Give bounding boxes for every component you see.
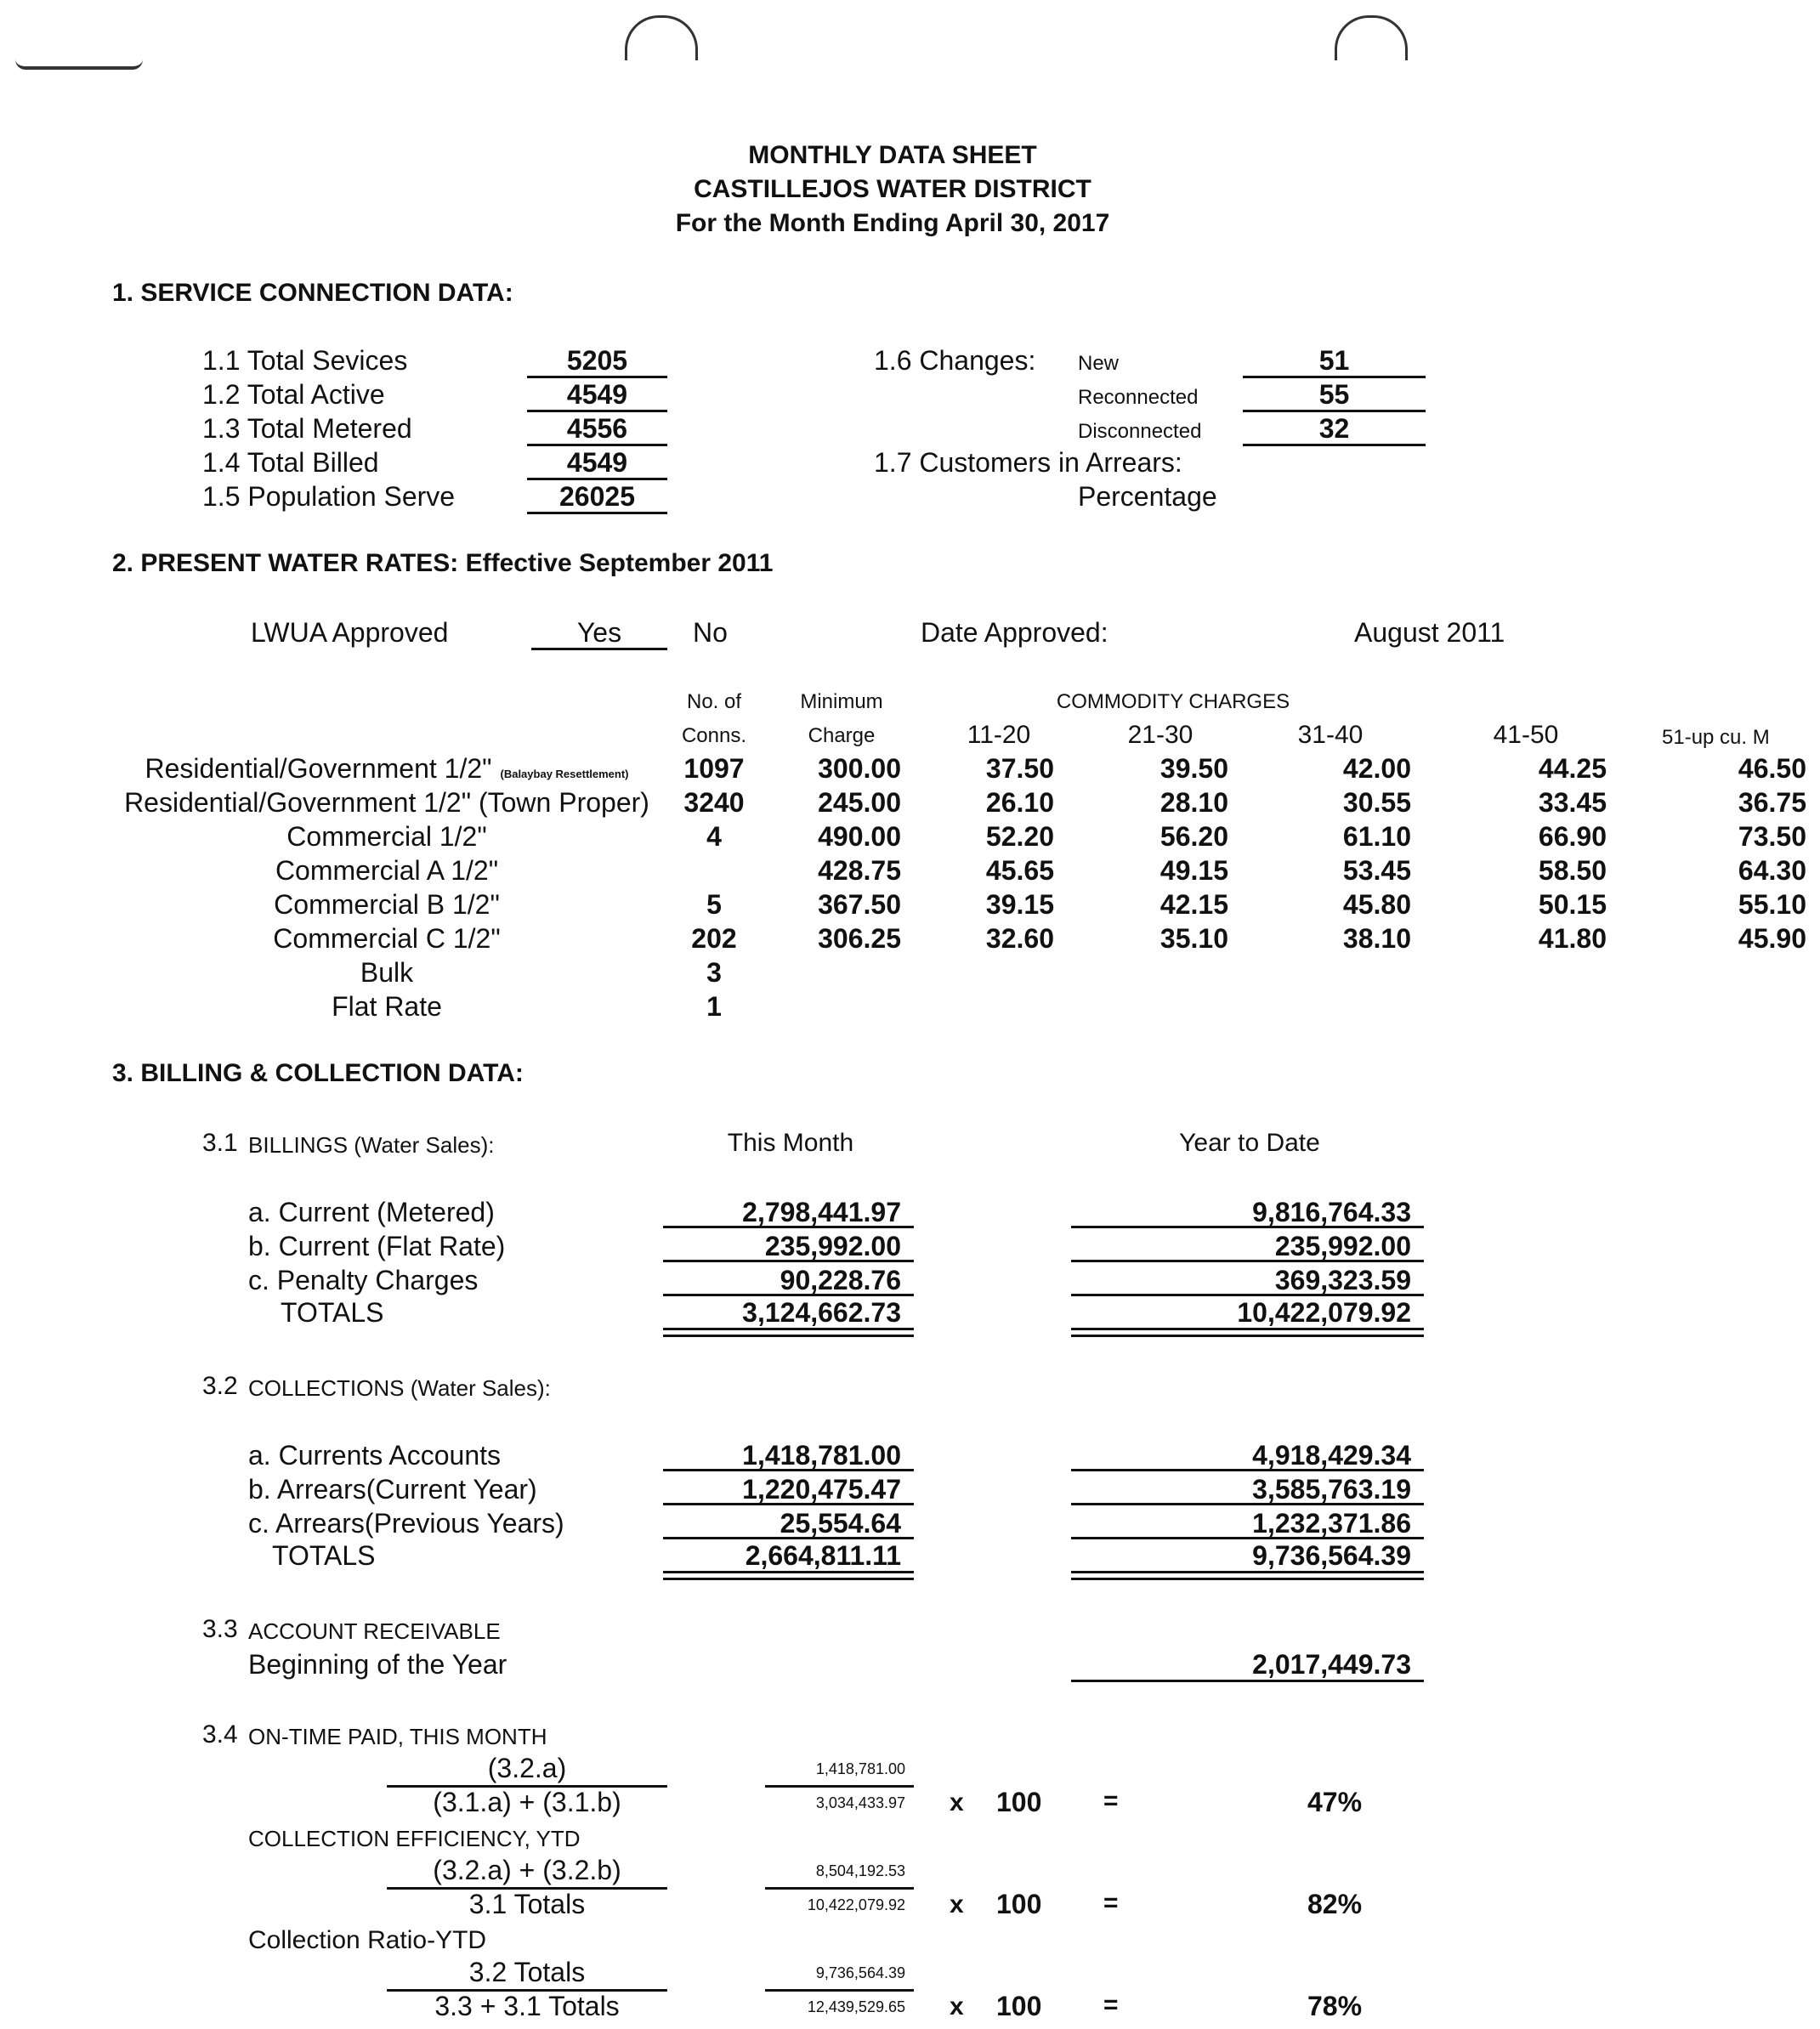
percentage-label: Percentage: [1078, 481, 1217, 512]
rule: [1071, 1260, 1424, 1262]
rate-31-40: 45.80: [1342, 889, 1411, 920]
header-minimum: Charge: [808, 724, 876, 747]
staple-mark: [15, 60, 143, 70]
billings-num: 3.1: [202, 1129, 238, 1157]
rate-41-50: 50.15: [1538, 889, 1607, 920]
rate-51-up: 64.30: [1738, 855, 1806, 886]
section-title: 2. PRESENT WATER RATES: Effective September 2011: [112, 549, 774, 577]
underline: [527, 478, 667, 480]
rate-41-50: 33.45: [1538, 787, 1607, 818]
equals-sign: =: [1103, 1889, 1119, 1917]
rate-41-50: 58.50: [1538, 855, 1607, 886]
punch-hole-left: [625, 15, 698, 60]
hundred: 100: [996, 1889, 1042, 1919]
header-range: 31-40: [1297, 721, 1364, 749]
rule: [1071, 1469, 1424, 1471]
rate-conns: 4: [706, 821, 722, 852]
rule: [663, 1260, 914, 1262]
rate-category-name: Bulk: [360, 957, 414, 988]
rate-category-name: Commercial B 1/2": [274, 889, 500, 920]
lwua-yes: Yes: [576, 617, 622, 648]
rate-51-up: 36.75: [1738, 787, 1806, 818]
rule: [663, 1226, 914, 1228]
rate-41-50: 41.80: [1538, 923, 1607, 954]
rule: [1071, 1680, 1424, 1682]
double-rule: [1071, 1571, 1424, 1580]
billings-label: BILLINGS (Water Sales):: [248, 1132, 495, 1158]
row-label: 1.3 Total Metered: [202, 413, 412, 444]
rate-category-label: [102, 789, 672, 816]
receivable-sub-label: Beginning of the Year: [248, 1649, 507, 1680]
billing-ytd-total: 10,422,079.92: [1237, 1297, 1411, 1328]
district-name: CASTILLEJOS WATER DISTRICT: [694, 175, 1091, 203]
row-label: 1.5 Population Serve: [202, 481, 456, 512]
billing-month-value: 235,992.00: [764, 1231, 901, 1261]
header-range: 41-50: [1493, 721, 1559, 749]
ontime-label: ON-TIME PAID, THIS MONTH: [248, 1724, 547, 1749]
row-value: 26025: [559, 481, 635, 512]
rate-category-label: [102, 925, 672, 952]
header-conns: Conns.: [681, 724, 747, 747]
section-title: 1. SERVICE CONNECTION DATA:: [112, 279, 513, 307]
rate-21-30: 39.50: [1159, 753, 1228, 784]
efficiency-num-formula: (3.2.a) + (3.2.b): [433, 1855, 621, 1885]
billing-row-label: a. Current (Metered): [248, 1197, 495, 1227]
rate-51-up: 46.50: [1738, 753, 1806, 784]
rate-51-up: 55.10: [1738, 889, 1806, 920]
rate-category-label: [102, 993, 672, 1020]
ratio-label: Collection Ratio-YTD: [248, 1926, 487, 1954]
ontime-den-value: 3,034,433.97: [815, 1794, 905, 1811]
double-rule: [1071, 1328, 1424, 1337]
ytd-header: Year to Date: [1179, 1129, 1320, 1157]
rule: [663, 1537, 914, 1539]
underline: [527, 376, 667, 378]
rate-category-label: [102, 755, 672, 782]
rate-category-name: Residential/Government 1/2" (Town Proper): [124, 787, 649, 818]
rate-category-label: [102, 959, 672, 986]
change-new-label: New: [1078, 352, 1120, 375]
collection-month-value: 25,554.64: [780, 1508, 901, 1539]
rate-21-30: 28.10: [1159, 787, 1228, 818]
rate-21-30: 49.15: [1159, 855, 1228, 886]
ontime-num-value: 1,418,781.00: [815, 1760, 905, 1777]
rate-category-name: Flat Rate: [332, 991, 442, 1022]
rule: [663, 1469, 914, 1471]
rate-31-40: 38.10: [1342, 923, 1411, 954]
double-rule: [663, 1571, 914, 1580]
rate-11-20: 52.20: [985, 821, 1054, 852]
collection-ytd-value: 4,918,429.34: [1252, 1440, 1411, 1471]
underline: [527, 444, 667, 446]
ontime-num-formula: (3.2.a): [487, 1753, 567, 1783]
rate-category-note: (Balaybay Resettlement): [500, 768, 629, 780]
billing-ytd-value: 369,323.59: [1274, 1265, 1411, 1295]
rate-31-40: 30.55: [1342, 787, 1411, 818]
rate-11-20: 26.10: [985, 787, 1054, 818]
rate-11-20: 32.60: [985, 923, 1054, 954]
collection-month-total: 2,664,811.11: [745, 1540, 901, 1571]
section-title: 3. BILLING & COLLECTION DATA:: [112, 1059, 524, 1087]
double-rule: [663, 1328, 914, 1337]
lwua-no: No: [693, 617, 728, 648]
efficiency-den-formula: 3.1 Totals: [468, 1889, 586, 1919]
rate-31-40: 42.00: [1342, 753, 1411, 784]
row-value: 4556: [566, 413, 628, 444]
collection-month-value: 1,220,475.47: [742, 1474, 901, 1505]
row-value: 5205: [566, 345, 628, 376]
row-label: 1.4 Total Billed: [202, 447, 379, 478]
equals-sign: =: [1103, 1991, 1119, 2019]
rate-category-label: [102, 891, 672, 918]
rule: [1071, 1226, 1424, 1228]
underline: [527, 410, 667, 412]
ontime-num: 3.4: [202, 1720, 238, 1748]
rate-31-40: 53.45: [1342, 855, 1411, 886]
rate-11-20: 37.50: [985, 753, 1054, 784]
receivable-num: 3.3: [202, 1615, 238, 1643]
collection-ytd-value: 3,585,763.19: [1252, 1474, 1411, 1505]
underline: [527, 512, 667, 514]
rate-minimum-charge: 306.25: [818, 923, 901, 954]
fraction-bar: [765, 1785, 914, 1788]
efficiency-result: 82%: [1307, 1889, 1363, 1919]
ratio-num-formula: 3.2 Totals: [468, 1957, 586, 1987]
rate-21-30: 56.20: [1159, 821, 1228, 852]
change-reconnected-label: Reconnected: [1078, 386, 1199, 409]
sheet-title: MONTHLY DATA SHEET: [748, 141, 1037, 169]
rate-conns: 1097: [683, 753, 745, 784]
collections-label: COLLECTIONS (Water Sales):: [248, 1375, 551, 1401]
ratio-num-value: 9,736,564.39: [815, 1964, 905, 1981]
collection-totals-label: TOTALS: [272, 1540, 376, 1571]
change-reconnected-value: 55: [1318, 379, 1350, 410]
underline: [531, 648, 667, 650]
collections-num: 3.2: [202, 1372, 238, 1400]
ratio-den-value: 12,439,529.65: [807, 1998, 905, 2015]
rate-conns: 5: [706, 889, 722, 920]
rate-21-30: 35.10: [1159, 923, 1228, 954]
date-approved-label: Date Approved:: [921, 617, 1108, 648]
fraction-bar: [765, 1887, 914, 1890]
change-new-value: 51: [1318, 345, 1350, 376]
underline: [1243, 444, 1426, 446]
collection-ytd-total: 9,736,564.39: [1252, 1540, 1411, 1571]
collection-row-label: c. Arrears(Previous Years): [248, 1508, 564, 1539]
rate-conns: 3: [706, 957, 722, 988]
billing-totals-label: TOTALS: [281, 1297, 384, 1328]
change-disconnected-label: Disconnected: [1078, 420, 1202, 443]
collection-row-label: a. Currents Accounts: [248, 1440, 502, 1471]
times-sign: x: [950, 1992, 964, 2020]
rate-41-50: 66.90: [1538, 821, 1607, 852]
fraction-bar: [765, 1989, 914, 1992]
rate-41-50: 44.25: [1538, 753, 1607, 784]
underline: [1243, 376, 1426, 378]
billing-month-total: 3,124,662.73: [742, 1297, 901, 1328]
header-range: 51-up cu. M: [1662, 726, 1770, 749]
billing-month-value: 90,228.76: [780, 1265, 901, 1295]
ontime-den-formula: (3.1.a) + (3.1.b): [433, 1787, 621, 1817]
hundred: 100: [996, 1787, 1042, 1817]
rate-category-name: Commercial 1/2": [286, 821, 487, 852]
times-sign: x: [950, 1890, 964, 1918]
collection-row-label: b. Arrears(Current Year): [248, 1474, 537, 1505]
rate-conns: 3240: [683, 787, 745, 818]
rule: [663, 1503, 914, 1505]
rate-31-40: 61.10: [1342, 821, 1411, 852]
collection-ytd-value: 1,232,371.86: [1252, 1508, 1411, 1539]
efficiency-den-value: 10,422,079.92: [807, 1896, 905, 1913]
rate-category-name: Commercial C 1/2": [273, 923, 501, 954]
rate-11-20: 45.65: [985, 855, 1054, 886]
punch-hole-right: [1335, 15, 1408, 60]
lwua-label: LWUA Approved: [251, 617, 449, 648]
receivable-label: ACCOUNT RECEIVABLE: [248, 1618, 501, 1644]
ontime-result: 47%: [1307, 1787, 1363, 1817]
arrears-label: 1.7 Customers in Arrears:: [874, 447, 1182, 478]
change-disconnected-value: 32: [1318, 413, 1350, 444]
rate-conns: 1: [706, 991, 722, 1022]
billing-row-label: b. Current (Flat Rate): [248, 1231, 506, 1261]
rate-category-label: [102, 857, 672, 884]
row-value: 4549: [566, 379, 628, 410]
times-sign: x: [950, 1788, 964, 1816]
rate-51-up: 45.90: [1738, 923, 1806, 954]
header-commodity-charges: COMMODITY CHARGES: [1056, 690, 1290, 713]
billing-ytd-value: 235,992.00: [1274, 1231, 1411, 1261]
rate-conns: 202: [691, 923, 737, 954]
rate-11-20: 39.15: [985, 889, 1054, 920]
row-label: 1.1 Total Sevices: [202, 345, 408, 376]
rate-minimum-charge: 490.00: [818, 821, 901, 852]
row-value: 4549: [566, 447, 628, 478]
rule: [1071, 1503, 1424, 1505]
period-label: For the Month Ending April 30, 2017: [675, 209, 1110, 237]
rate-minimum-charge: 245.00: [818, 787, 901, 818]
rate-category-name: Commercial A 1/2": [275, 855, 499, 886]
rule: [1071, 1294, 1424, 1296]
collection-month-value: 1,418,781.00: [742, 1440, 901, 1471]
rule: [663, 1294, 914, 1296]
rate-category-name: Residential/Government 1/2": [145, 753, 492, 784]
billing-ytd-value: 9,816,764.33: [1252, 1197, 1411, 1227]
ratio-result: 78%: [1307, 1991, 1363, 2021]
ratio-den-formula: 3.3 + 3.1 Totals: [434, 1991, 620, 2021]
rate-category-label: [102, 823, 672, 850]
rate-minimum-charge: 300.00: [818, 753, 901, 784]
this-month-header: This Month: [727, 1129, 854, 1157]
hundred: 100: [996, 1991, 1042, 2021]
changes-label: 1.6 Changes:: [874, 345, 1036, 376]
row-label: 1.2 Total Active: [202, 379, 385, 410]
header-range: 21-30: [1127, 721, 1193, 749]
equals-sign: =: [1103, 1787, 1119, 1815]
billing-month-value: 2,798,441.97: [742, 1197, 901, 1227]
header-minimum: Minimum: [800, 690, 883, 713]
date-approved-value: August 2011: [1354, 617, 1505, 648]
efficiency-num-value: 8,504,192.53: [815, 1862, 905, 1879]
efficiency-label: COLLECTION EFFICIENCY, YTD: [248, 1826, 581, 1851]
rate-21-30: 42.15: [1159, 889, 1228, 920]
underline: [1243, 410, 1426, 412]
receivable-value: 2,017,449.73: [1252, 1649, 1411, 1680]
rate-minimum-charge: 367.50: [818, 889, 901, 920]
header-range: 11-20: [967, 721, 1031, 749]
header-conns: No. of: [686, 690, 742, 713]
rate-51-up: 73.50: [1738, 821, 1806, 852]
billing-row-label: c. Penalty Charges: [248, 1265, 479, 1295]
rate-minimum-charge: 428.75: [818, 855, 901, 886]
rule: [1071, 1537, 1424, 1539]
